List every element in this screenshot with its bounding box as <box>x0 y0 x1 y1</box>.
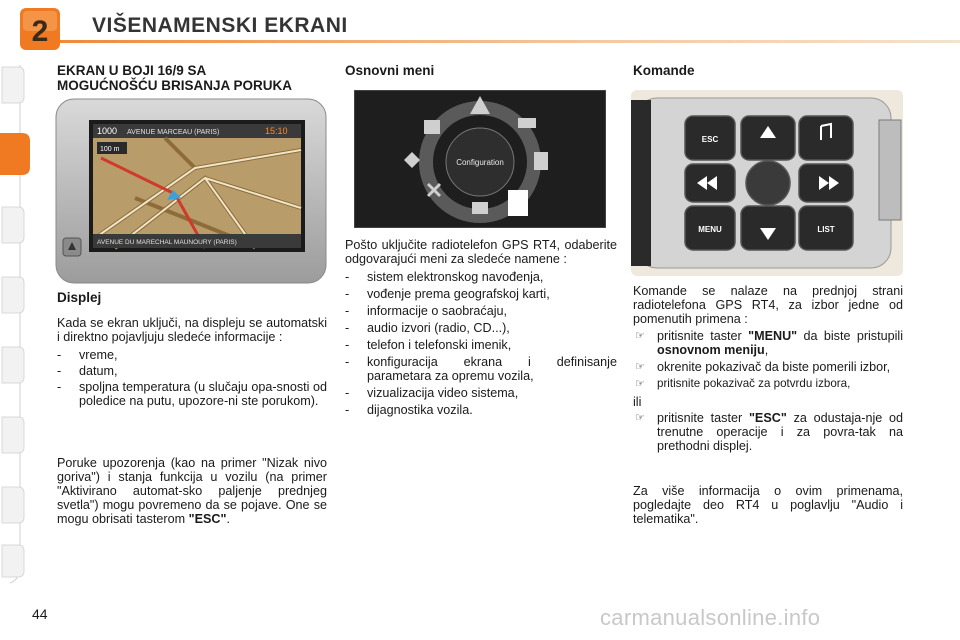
color-screen-image <box>55 98 327 284</box>
active-chapter-tab <box>0 133 30 175</box>
section-heading-main-menu: Osnovni meni <box>345 63 435 78</box>
list-item: ☞ pritisnite pokazivač za potvrdu izbora, <box>635 377 851 390</box>
page-number: 44 <box>32 606 48 622</box>
list-item: - datum, <box>57 364 118 378</box>
esc-key-label: "ESC" <box>748 411 787 425</box>
main-menu-description: Pošto uključite radiotelefon GPS RT4, odaberite odgovarajući meni za sledeće namene : - sistem elektronskog navođenja, - vođenje prema geografskoj karti, - informacije o saobraćaju, - audio izvori (radio, CD...), - telefon i telefonski imenik, - konfiguracija ekrana i definisanje parametara za opremu vozila, - vizualizacija video sistema, - dijagnostika vozila. <box>345 238 617 417</box>
page-title: VIŠENAMENSKI EKRANI <box>92 14 348 37</box>
header-rule <box>60 40 960 43</box>
controls-description: Komande se nalaze na prednjoj strani radiotelefona GPS RT4, za izbor jedne od pomenutih primena : ☞ pritisnite taster "MENU" da biste pristupili osnovnom meniju, ☞ okrenite pokazivač da biste pomerili izbor, ☞ pritisnite pokazivač za potvrdu izbora, ili ☞ pritisnite taster "ESC" za odustaja-nje od trenutne operacije i za povra-tak na prethodni displej. <box>633 284 904 453</box>
list-item: ☞ pritisnite taster "MENU" da biste pristupili osnovnom meniju, <box>635 329 904 357</box>
list-item: - sistem elektronskog navođenja, <box>345 270 544 284</box>
list-item: - telefon i telefonski imenik, <box>345 338 512 352</box>
pointing-hand-icon: ☞ <box>635 361 645 373</box>
display-description: Kada se ekran uključi, na displeju se automatski i direktno pojavljuju sledeće informacije : - vreme, - datum, - spoljna temperatura (u slučaju opa-snosti od poledice na putu, upozore-ni ste porukom). <box>57 316 327 408</box>
svg-text:ESC: ESC <box>701 135 719 144</box>
section-heading-controls: Komande <box>633 63 695 78</box>
warning-note: Poruke upozorenja (kao na primer "Nizak nivo goriva") i stanja funkcija u vozilu (na primer "Aktivirano automat-sko paljenje prednjeg svetla") mogu povremeno da se pojave. One se mogu obrisati tasterom "ESC". <box>57 456 327 526</box>
svg-text:15:10: 15:10 <box>265 126 288 136</box>
list-item: - vizualizacija video sistema, <box>345 386 519 400</box>
list-item: - konfiguracija ekrana i definisanje parametara za opremu vozila, <box>345 355 617 383</box>
video-icon <box>472 202 488 214</box>
svg-text:100 m: 100 m <box>100 146 120 153</box>
audio-icon <box>518 118 536 128</box>
watermark: carmanualsonline.info <box>600 605 821 630</box>
selector-knob <box>746 161 790 205</box>
list-item: ☞ okrenite pokazivač da biste pomerili izbor, <box>635 360 891 374</box>
svg-text:AVENUE MARCEAU (PARIS): AVENUE MARCEAU (PARIS) <box>127 129 220 136</box>
svg-text:AVENUE DU MARECHAL MAUNOURY (P: AVENUE DU MARECHAL MAUNOURY (PARIS) <box>97 239 237 246</box>
section-heading-color-screen: EKRAN U BOJI 16/9 SA MOGUĆNOŠĆU BRISANJA PORUKA <box>57 63 293 93</box>
chapter-number: 2 <box>31 15 49 48</box>
list-item: - dijagnostika vozila. <box>345 403 473 417</box>
svg-text:Configuration: Configuration <box>456 158 504 167</box>
main-menu-label: osnovnom meniju <box>657 343 765 357</box>
list-item: - vreme, <box>57 348 118 362</box>
or-label: ili <box>633 395 642 409</box>
svg-text:1000: 1000 <box>97 126 118 136</box>
chapter-badge <box>18 6 62 52</box>
main-menu-image <box>354 90 606 228</box>
list-item: - spoljna temperatura (u slučaju opa-snosti od poledice na putu, upozore-ni ste porukom). <box>57 380 327 408</box>
esc-key-label: "ESC" <box>188 512 227 526</box>
list-item: - informacije o saobraćaju, <box>345 304 508 318</box>
music-button <box>799 116 853 160</box>
phone-icon <box>534 152 548 170</box>
navigation-icon <box>424 120 440 134</box>
chapter-tabs <box>0 65 34 585</box>
controls-image <box>631 90 903 276</box>
svg-text:MENU: MENU <box>698 225 722 234</box>
list-item: - vođenje prema geografskoj karti, <box>345 287 550 301</box>
pointing-hand-icon: ☞ <box>635 412 645 424</box>
list-item: ☞ pritisnite taster "ESC" za odustaja-nje od trenutne operacije i za povra-tak na prethodni displej. <box>635 411 904 453</box>
section-heading-display: Displej <box>57 290 102 305</box>
more-info-note: Za više informacija o ovim primenama, pogledajte deo RT4 u poglavlju "Audio i telematika". <box>633 484 903 526</box>
config-icon <box>508 190 528 216</box>
menu-key-label: "MENU" <box>748 329 798 343</box>
pointing-hand-icon: ☞ <box>635 330 645 342</box>
pointing-hand-icon: ☞ <box>635 378 645 390</box>
svg-text:LIST: LIST <box>817 225 835 234</box>
list-item: - audio izvori (radio, CD...), <box>345 321 510 335</box>
